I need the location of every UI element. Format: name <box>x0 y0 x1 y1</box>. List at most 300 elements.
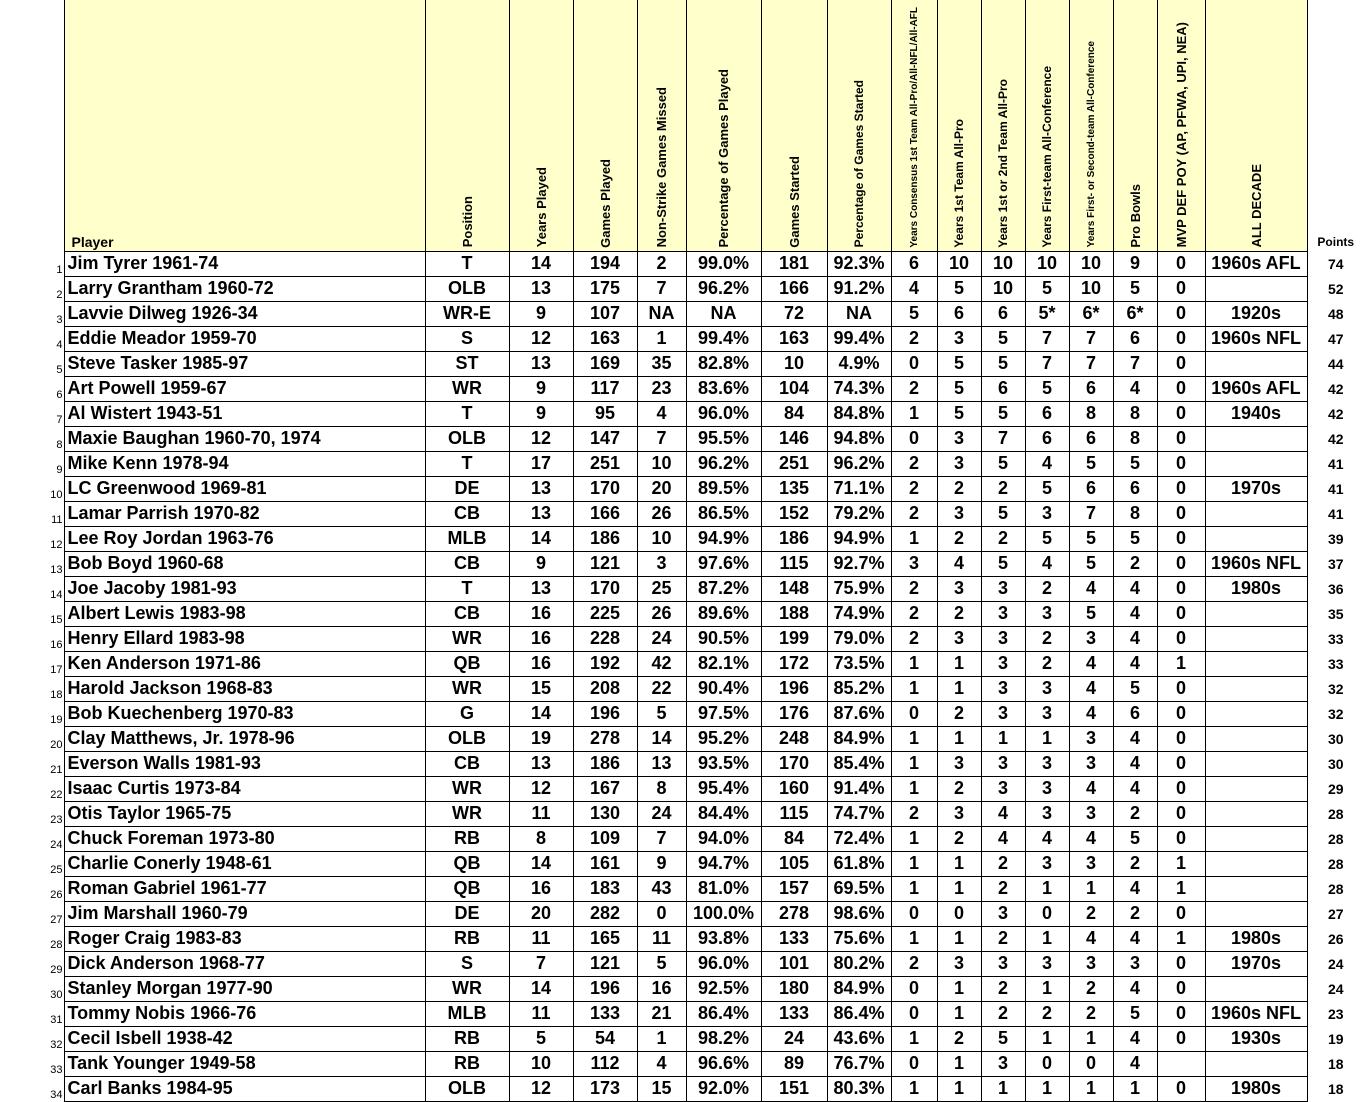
cell-games-started[interactable]: 10 <box>761 351 827 376</box>
cell-years-played[interactable]: 16 <box>509 651 573 676</box>
cell-position[interactable]: QB <box>425 651 509 676</box>
cell-1st-2nd-all-conf[interactable]: 5 <box>1069 551 1113 576</box>
cell-non-strike-missed[interactable]: 26 <box>637 601 686 626</box>
cell-player[interactable]: Bob Kuechenberg 1970-83 <box>64 701 425 726</box>
cell-points[interactable]: 36 <box>1307 576 1364 601</box>
cell-points[interactable]: 44 <box>1307 351 1364 376</box>
cell-pct-played[interactable]: 86.4% <box>686 1001 761 1026</box>
cell-1st-2nd-all-conf[interactable]: 6* <box>1069 301 1113 326</box>
cell-position[interactable]: MLB <box>425 526 509 551</box>
cell-pct-started[interactable]: 75.9% <box>827 576 891 601</box>
cell-non-strike-missed[interactable]: 4 <box>637 401 686 426</box>
cell-1st-2nd-all-conf[interactable]: 6 <box>1069 426 1113 451</box>
cell-games-played[interactable]: 194 <box>573 251 637 276</box>
cell-mvp[interactable]: 0 <box>1157 1076 1205 1101</box>
cell-pct-started[interactable]: 4.9% <box>827 351 891 376</box>
header-1st-team-all-conf[interactable]: Years First-team All-Conference <box>1025 0 1069 251</box>
cell-1st-2nd-all-pro[interactable]: 3 <box>981 601 1025 626</box>
cell-pct-played[interactable]: 96.0% <box>686 401 761 426</box>
cell-1st-team-all-conf[interactable]: 2 <box>1025 626 1069 651</box>
cell-years-played[interactable]: 14 <box>509 701 573 726</box>
cell-1st-2nd-all-pro[interactable]: 2 <box>981 926 1025 951</box>
cell-1st-team-all-pro[interactable]: 1 <box>937 926 981 951</box>
cell-1st-2nd-all-pro[interactable]: 5 <box>981 1026 1025 1051</box>
cell-pct-played[interactable]: 95.5% <box>686 426 761 451</box>
header-pct-played[interactable]: Percentage of Games Played <box>686 0 761 251</box>
cell-all-decade[interactable] <box>1205 876 1307 901</box>
cell-consensus-1st[interactable]: 6 <box>891 251 937 276</box>
cell-consensus-1st[interactable]: 1 <box>891 401 937 426</box>
cell-games-started[interactable]: 176 <box>761 701 827 726</box>
cell-1st-2nd-all-conf[interactable]: 5 <box>1069 451 1113 476</box>
cell-1st-2nd-all-conf[interactable]: 1 <box>1069 876 1113 901</box>
cell-pro-bowls[interactable]: 4 <box>1113 1051 1157 1076</box>
cell-pct-played[interactable]: 84.4% <box>686 801 761 826</box>
cell-position[interactable]: QB <box>425 876 509 901</box>
cell-1st-2nd-all-pro[interactable]: 5 <box>981 551 1025 576</box>
cell-non-strike-missed[interactable]: 4 <box>637 1051 686 1076</box>
cell-position[interactable]: RB <box>425 826 509 851</box>
cell-non-strike-missed[interactable]: 24 <box>637 801 686 826</box>
cell-games-started[interactable]: 248 <box>761 726 827 751</box>
cell-pct-played[interactable]: NA <box>686 301 761 326</box>
cell-years-played[interactable]: 11 <box>509 926 573 951</box>
cell-years-played[interactable]: 11 <box>509 801 573 826</box>
cell-1st-team-all-pro[interactable]: 1 <box>937 1076 981 1101</box>
cell-1st-2nd-all-conf[interactable]: 1 <box>1069 1026 1113 1051</box>
header-years-played[interactable]: Years Played <box>509 0 573 251</box>
cell-1st-2nd-all-pro[interactable]: 7 <box>981 426 1025 451</box>
cell-pro-bowls[interactable]: 6 <box>1113 701 1157 726</box>
cell-pro-bowls[interactable]: 4 <box>1113 776 1157 801</box>
cell-mvp[interactable]: 0 <box>1157 451 1205 476</box>
cell-position[interactable]: RB <box>425 1051 509 1076</box>
cell-points[interactable]: 30 <box>1307 726 1364 751</box>
cell-pct-played[interactable]: 92.0% <box>686 1076 761 1101</box>
cell-years-played[interactable]: 9 <box>509 401 573 426</box>
cell-years-played[interactable]: 13 <box>509 751 573 776</box>
cell-player[interactable]: Jim Marshall 1960-79 <box>64 901 425 926</box>
cell-1st-team-all-pro[interactable]: 1 <box>937 726 981 751</box>
cell-1st-2nd-all-conf[interactable]: 4 <box>1069 576 1113 601</box>
cell-games-played[interactable]: 186 <box>573 526 637 551</box>
cell-pct-played[interactable]: 96.2% <box>686 276 761 301</box>
cell-years-played[interactable]: 14 <box>509 851 573 876</box>
cell-pct-played[interactable]: 89.6% <box>686 601 761 626</box>
cell-non-strike-missed[interactable]: 5 <box>637 951 686 976</box>
cell-games-played[interactable]: 278 <box>573 726 637 751</box>
cell-player[interactable]: Everson Walls 1981-93 <box>64 751 425 776</box>
cell-pct-played[interactable]: 98.2% <box>686 1026 761 1051</box>
cell-1st-team-all-conf[interactable]: 1 <box>1025 726 1069 751</box>
cell-1st-team-all-pro[interactable]: 5 <box>937 376 981 401</box>
cell-all-decade[interactable]: 1920s <box>1205 301 1307 326</box>
cell-1st-2nd-all-pro[interactable]: 2 <box>981 1001 1025 1026</box>
cell-1st-2nd-all-pro[interactable]: 3 <box>981 651 1025 676</box>
cell-1st-2nd-all-pro[interactable]: 3 <box>981 1051 1025 1076</box>
cell-player[interactable]: Larry Grantham 1960-72 <box>64 276 425 301</box>
cell-pct-played[interactable]: 87.2% <box>686 576 761 601</box>
cell-games-played[interactable]: 175 <box>573 276 637 301</box>
cell-consensus-1st[interactable]: 0 <box>891 426 937 451</box>
cell-pct-played[interactable]: 83.6% <box>686 376 761 401</box>
cell-1st-2nd-all-pro[interactable]: 5 <box>981 351 1025 376</box>
cell-all-decade[interactable]: 1980s <box>1205 926 1307 951</box>
cell-position[interactable]: S <box>425 326 509 351</box>
cell-player[interactable]: Lee Roy Jordan 1963-76 <box>64 526 425 551</box>
cell-pct-played[interactable]: 82.8% <box>686 351 761 376</box>
cell-non-strike-missed[interactable]: 11 <box>637 926 686 951</box>
cell-consensus-1st[interactable]: 1 <box>891 726 937 751</box>
cell-position[interactable]: WR <box>425 626 509 651</box>
cell-pct-played[interactable]: 96.6% <box>686 1051 761 1076</box>
cell-position[interactable]: OLB <box>425 1076 509 1101</box>
cell-points[interactable]: 28 <box>1307 826 1364 851</box>
cell-years-played[interactable]: 14 <box>509 251 573 276</box>
cell-mvp[interactable]: 0 <box>1157 1026 1205 1051</box>
cell-all-decade[interactable]: 1970s <box>1205 476 1307 501</box>
cell-all-decade[interactable] <box>1205 826 1307 851</box>
cell-1st-team-all-conf[interactable]: 3 <box>1025 801 1069 826</box>
cell-games-started[interactable]: 115 <box>761 551 827 576</box>
cell-games-played[interactable]: 169 <box>573 351 637 376</box>
cell-pct-started[interactable]: 85.2% <box>827 676 891 701</box>
cell-consensus-1st[interactable]: 1 <box>891 1076 937 1101</box>
cell-mvp[interactable]: 0 <box>1157 826 1205 851</box>
cell-position[interactable]: T <box>425 401 509 426</box>
cell-1st-2nd-all-pro[interactable]: 3 <box>981 576 1025 601</box>
cell-consensus-1st[interactable]: 1 <box>891 1026 937 1051</box>
cell-1st-2nd-all-conf[interactable]: 4 <box>1069 651 1113 676</box>
cell-consensus-1st[interactable]: 2 <box>891 801 937 826</box>
cell-pct-started[interactable]: 94.8% <box>827 426 891 451</box>
cell-pct-started[interactable]: 73.5% <box>827 651 891 676</box>
cell-player[interactable]: Otis Taylor 1965-75 <box>64 801 425 826</box>
cell-all-decade[interactable] <box>1205 751 1307 776</box>
cell-pro-bowls[interactable]: 5 <box>1113 676 1157 701</box>
cell-pct-started[interactable]: 76.7% <box>827 1051 891 1076</box>
cell-pct-played[interactable]: 86.5% <box>686 501 761 526</box>
cell-points[interactable]: 32 <box>1307 701 1364 726</box>
cell-consensus-1st[interactable]: 1 <box>891 526 937 551</box>
cell-all-decade[interactable]: 1940s <box>1205 401 1307 426</box>
cell-consensus-1st[interactable]: 1 <box>891 676 937 701</box>
cell-games-started[interactable]: 101 <box>761 951 827 976</box>
cell-1st-team-all-pro[interactable]: 2 <box>937 526 981 551</box>
cell-games-started[interactable]: 172 <box>761 651 827 676</box>
cell-pro-bowls[interactable]: 4 <box>1113 976 1157 1001</box>
cell-years-played[interactable]: 9 <box>509 376 573 401</box>
cell-1st-team-all-pro[interactable]: 1 <box>937 851 981 876</box>
cell-non-strike-missed[interactable]: 2 <box>637 251 686 276</box>
cell-player[interactable]: Dick Anderson 1968-77 <box>64 951 425 976</box>
cell-1st-team-all-pro[interactable]: 3 <box>937 951 981 976</box>
cell-games-played[interactable]: 192 <box>573 651 637 676</box>
cell-years-played[interactable]: 13 <box>509 501 573 526</box>
cell-years-played[interactable]: 16 <box>509 601 573 626</box>
cell-1st-team-all-conf[interactable]: 2 <box>1025 651 1069 676</box>
header-pro-bowls[interactable]: Pro Bowls <box>1113 0 1157 251</box>
cell-non-strike-missed[interactable]: NA <box>637 301 686 326</box>
cell-points[interactable]: 19 <box>1307 1026 1364 1051</box>
cell-mvp[interactable]: 1 <box>1157 926 1205 951</box>
cell-1st-team-all-pro[interactable]: 2 <box>937 1026 981 1051</box>
cell-pct-started[interactable]: 80.3% <box>827 1076 891 1101</box>
cell-1st-2nd-all-conf[interactable]: 2 <box>1069 976 1113 1001</box>
cell-all-decade[interactable]: 1960s NFL <box>1205 551 1307 576</box>
cell-1st-2nd-all-conf[interactable]: 5 <box>1069 526 1113 551</box>
cell-player[interactable]: Maxie Baughan 1960-70, 1974 <box>64 426 425 451</box>
cell-non-strike-missed[interactable]: 42 <box>637 651 686 676</box>
cell-1st-2nd-all-conf[interactable]: 6 <box>1069 376 1113 401</box>
cell-non-strike-missed[interactable]: 14 <box>637 726 686 751</box>
cell-pro-bowls[interactable]: 2 <box>1113 901 1157 926</box>
cell-pct-started[interactable]: 92.7% <box>827 551 891 576</box>
cell-mvp[interactable]: 1 <box>1157 651 1205 676</box>
cell-points[interactable]: 41 <box>1307 501 1364 526</box>
cell-1st-team-all-pro[interactable]: 3 <box>937 451 981 476</box>
cell-games-played[interactable]: 130 <box>573 801 637 826</box>
cell-position[interactable]: WR <box>425 776 509 801</box>
cell-points[interactable]: 37 <box>1307 551 1364 576</box>
header-consensus-1st[interactable]: Years Consensus 1st Team All-Pro/All-NFL/All-AFL <box>891 0 937 251</box>
cell-1st-team-all-conf[interactable]: 5 <box>1025 376 1069 401</box>
cell-all-decade[interactable] <box>1205 526 1307 551</box>
cell-1st-team-all-conf[interactable]: 3 <box>1025 601 1069 626</box>
cell-years-played[interactable]: 16 <box>509 876 573 901</box>
cell-pct-played[interactable]: 90.4% <box>686 676 761 701</box>
cell-games-started[interactable]: 133 <box>761 1001 827 1026</box>
cell-points[interactable]: 48 <box>1307 301 1364 326</box>
cell-points[interactable]: 18 <box>1307 1076 1364 1101</box>
cell-pro-bowls[interactable]: 4 <box>1113 376 1157 401</box>
cell-1st-2nd-all-pro[interactable]: 3 <box>981 626 1025 651</box>
cell-position[interactable]: CB <box>425 751 509 776</box>
cell-1st-2nd-all-conf[interactable]: 10 <box>1069 251 1113 276</box>
cell-games-played[interactable]: 95 <box>573 401 637 426</box>
cell-1st-team-all-conf[interactable]: 6 <box>1025 426 1069 451</box>
cell-consensus-1st[interactable]: 1 <box>891 776 937 801</box>
cell-1st-2nd-all-conf[interactable]: 3 <box>1069 801 1113 826</box>
cell-pro-bowls[interactable]: 8 <box>1113 401 1157 426</box>
cell-1st-2nd-all-conf[interactable]: 7 <box>1069 326 1113 351</box>
cell-non-strike-missed[interactable]: 1 <box>637 1026 686 1051</box>
cell-games-started[interactable]: 151 <box>761 1076 827 1101</box>
cell-pct-played[interactable]: 95.4% <box>686 776 761 801</box>
cell-games-started[interactable]: 188 <box>761 601 827 626</box>
cell-consensus-1st[interactable]: 2 <box>891 476 937 501</box>
cell-mvp[interactable]: 0 <box>1157 901 1205 926</box>
cell-pct-played[interactable]: 89.5% <box>686 476 761 501</box>
cell-non-strike-missed[interactable]: 5 <box>637 701 686 726</box>
cell-games-started[interactable]: 170 <box>761 751 827 776</box>
cell-player[interactable]: Bob Boyd 1960-68 <box>64 551 425 576</box>
cell-consensus-1st[interactable]: 1 <box>891 926 937 951</box>
cell-position[interactable]: T <box>425 451 509 476</box>
cell-player[interactable]: Cecil Isbell 1938-42 <box>64 1026 425 1051</box>
cell-points[interactable]: 29 <box>1307 776 1364 801</box>
cell-points[interactable]: 28 <box>1307 876 1364 901</box>
cell-1st-team-all-pro[interactable]: 2 <box>937 701 981 726</box>
cell-mvp[interactable]: 0 <box>1157 976 1205 1001</box>
cell-1st-2nd-all-conf[interactable]: 4 <box>1069 701 1113 726</box>
cell-pct-started[interactable]: 86.4% <box>827 1001 891 1026</box>
cell-pct-played[interactable]: 90.5% <box>686 626 761 651</box>
cell-points[interactable]: 33 <box>1307 626 1364 651</box>
cell-games-played[interactable]: 117 <box>573 376 637 401</box>
cell-1st-team-all-pro[interactable]: 3 <box>937 626 981 651</box>
cell-years-played[interactable]: 9 <box>509 551 573 576</box>
cell-non-strike-missed[interactable]: 21 <box>637 1001 686 1026</box>
cell-1st-team-all-pro[interactable]: 3 <box>937 326 981 351</box>
cell-non-strike-missed[interactable]: 10 <box>637 526 686 551</box>
cell-position[interactable]: WR <box>425 676 509 701</box>
cell-1st-team-all-pro[interactable]: 5 <box>937 401 981 426</box>
cell-1st-team-all-conf[interactable]: 3 <box>1025 776 1069 801</box>
cell-games-started[interactable]: 105 <box>761 851 827 876</box>
cell-non-strike-missed[interactable]: 24 <box>637 626 686 651</box>
cell-mvp[interactable]: 0 <box>1157 251 1205 276</box>
cell-mvp[interactable]: 0 <box>1157 626 1205 651</box>
cell-all-decade[interactable] <box>1205 351 1307 376</box>
cell-games-started[interactable]: 133 <box>761 926 827 951</box>
cell-games-started[interactable]: 180 <box>761 976 827 1001</box>
cell-1st-2nd-all-pro[interactable]: 3 <box>981 776 1025 801</box>
cell-1st-2nd-all-conf[interactable]: 5 <box>1069 601 1113 626</box>
cell-1st-2nd-all-pro[interactable]: 6 <box>981 376 1025 401</box>
cell-mvp[interactable]: 0 <box>1157 351 1205 376</box>
cell-games-started[interactable]: 181 <box>761 251 827 276</box>
cell-position[interactable]: T <box>425 576 509 601</box>
cell-1st-team-all-pro[interactable]: 2 <box>937 776 981 801</box>
cell-consensus-1st[interactable]: 1 <box>891 851 937 876</box>
cell-mvp[interactable]: 0 <box>1157 401 1205 426</box>
cell-1st-team-all-pro[interactable]: 1 <box>937 976 981 1001</box>
cell-1st-team-all-conf[interactable]: 2 <box>1025 576 1069 601</box>
cell-pro-bowls[interactable]: 6* <box>1113 301 1157 326</box>
cell-1st-team-all-conf[interactable]: 4 <box>1025 451 1069 476</box>
cell-1st-team-all-conf[interactable]: 2 <box>1025 1001 1069 1026</box>
cell-1st-team-all-pro[interactable]: 2 <box>937 601 981 626</box>
cell-player[interactable]: Ken Anderson 1971-86 <box>64 651 425 676</box>
cell-games-played[interactable]: 107 <box>573 301 637 326</box>
cell-mvp[interactable]: 0 <box>1157 426 1205 451</box>
cell-pct-started[interactable]: 72.4% <box>827 826 891 851</box>
cell-games-played[interactable]: 228 <box>573 626 637 651</box>
cell-games-played[interactable]: 161 <box>573 851 637 876</box>
cell-years-played[interactable]: 13 <box>509 276 573 301</box>
cell-non-strike-missed[interactable]: 7 <box>637 276 686 301</box>
cell-pro-bowls[interactable]: 4 <box>1113 926 1157 951</box>
cell-years-played[interactable]: 12 <box>509 426 573 451</box>
cell-pct-played[interactable]: 97.5% <box>686 701 761 726</box>
cell-games-started[interactable]: 157 <box>761 876 827 901</box>
cell-pct-started[interactable]: 74.7% <box>827 801 891 826</box>
cell-1st-2nd-all-conf[interactable]: 3 <box>1069 751 1113 776</box>
cell-mvp[interactable]: 0 <box>1157 476 1205 501</box>
cell-1st-team-all-pro[interactable]: 1 <box>937 876 981 901</box>
cell-1st-team-all-pro[interactable]: 5 <box>937 351 981 376</box>
cell-consensus-1st[interactable]: 1 <box>891 651 937 676</box>
cell-1st-2nd-all-pro[interactable]: 2 <box>981 476 1025 501</box>
cell-pct-started[interactable]: 98.6% <box>827 901 891 926</box>
cell-all-decade[interactable]: 1970s <box>1205 951 1307 976</box>
cell-pro-bowls[interactable]: 4 <box>1113 1026 1157 1051</box>
header-1st-2nd-all-pro[interactable]: Years 1st or 2nd Team All-Pro <box>981 0 1025 251</box>
cell-pct-started[interactable]: 74.3% <box>827 376 891 401</box>
cell-1st-2nd-all-conf[interactable]: 3 <box>1069 951 1113 976</box>
cell-games-started[interactable]: 166 <box>761 276 827 301</box>
cell-games-played[interactable]: 208 <box>573 676 637 701</box>
cell-1st-2nd-all-conf[interactable]: 6 <box>1069 476 1113 501</box>
cell-games-started[interactable]: 24 <box>761 1026 827 1051</box>
cell-pct-played[interactable]: 93.8% <box>686 926 761 951</box>
cell-points[interactable]: 28 <box>1307 801 1364 826</box>
cell-non-strike-missed[interactable]: 10 <box>637 451 686 476</box>
cell-player[interactable]: Harold Jackson 1968-83 <box>64 676 425 701</box>
cell-games-started[interactable]: 163 <box>761 326 827 351</box>
cell-player[interactable]: Lavvie Dilweg 1926-34 <box>64 301 425 326</box>
cell-all-decade[interactable] <box>1205 626 1307 651</box>
cell-mvp[interactable]: 0 <box>1157 951 1205 976</box>
cell-all-decade[interactable] <box>1205 776 1307 801</box>
cell-player[interactable]: Roger Craig 1983-83 <box>64 926 425 951</box>
cell-1st-2nd-all-pro[interactable]: 1 <box>981 1076 1025 1101</box>
cell-pro-bowls[interactable]: 6 <box>1113 326 1157 351</box>
cell-games-started[interactable]: 186 <box>761 526 827 551</box>
cell-points[interactable]: 27 <box>1307 901 1364 926</box>
cell-player[interactable]: Steve Tasker 1985-97 <box>64 351 425 376</box>
cell-games-started[interactable]: 89 <box>761 1051 827 1076</box>
cell-mvp[interactable]: 0 <box>1157 726 1205 751</box>
cell-all-decade[interactable]: 1980s <box>1205 576 1307 601</box>
cell-years-played[interactable]: 13 <box>509 476 573 501</box>
cell-points[interactable]: 18 <box>1307 1051 1364 1076</box>
cell-games-started[interactable]: 148 <box>761 576 827 601</box>
cell-position[interactable]: CB <box>425 601 509 626</box>
cell-games-started[interactable]: 115 <box>761 801 827 826</box>
cell-1st-2nd-all-pro[interactable]: 6 <box>981 301 1025 326</box>
cell-1st-team-all-conf[interactable]: 0 <box>1025 1051 1069 1076</box>
cell-1st-2nd-all-pro[interactable]: 3 <box>981 676 1025 701</box>
cell-1st-2nd-all-pro[interactable]: 3 <box>981 951 1025 976</box>
cell-1st-team-all-pro[interactable]: 10 <box>937 251 981 276</box>
header-non-strike-missed[interactable]: Non-Strike Games Missed <box>637 0 686 251</box>
cell-position[interactable]: WR <box>425 976 509 1001</box>
cell-consensus-1st[interactable]: 0 <box>891 1051 937 1076</box>
cell-pct-played[interactable]: 81.0% <box>686 876 761 901</box>
cell-player[interactable]: Art Powell 1959-67 <box>64 376 425 401</box>
cell-games-started[interactable]: 278 <box>761 901 827 926</box>
cell-pct-started[interactable]: 84.9% <box>827 976 891 1001</box>
cell-1st-team-all-pro[interactable]: 3 <box>937 801 981 826</box>
cell-games-played[interactable]: 109 <box>573 826 637 851</box>
cell-games-started[interactable]: 84 <box>761 826 827 851</box>
cell-1st-2nd-all-pro[interactable]: 2 <box>981 876 1025 901</box>
cell-consensus-1st[interactable]: 0 <box>891 701 937 726</box>
cell-pro-bowls[interactable]: 6 <box>1113 476 1157 501</box>
cell-all-decade[interactable] <box>1205 901 1307 926</box>
cell-pct-started[interactable]: 99.4% <box>827 326 891 351</box>
cell-1st-2nd-all-pro[interactable]: 10 <box>981 251 1025 276</box>
cell-games-played[interactable]: 166 <box>573 501 637 526</box>
cell-points[interactable]: 41 <box>1307 476 1364 501</box>
cell-1st-team-all-conf[interactable]: 7 <box>1025 326 1069 351</box>
cell-points[interactable]: 26 <box>1307 926 1364 951</box>
cell-consensus-1st[interactable]: 2 <box>891 576 937 601</box>
cell-player[interactable]: Mike Kenn 1978-94 <box>64 451 425 476</box>
cell-consensus-1st[interactable]: 2 <box>891 601 937 626</box>
